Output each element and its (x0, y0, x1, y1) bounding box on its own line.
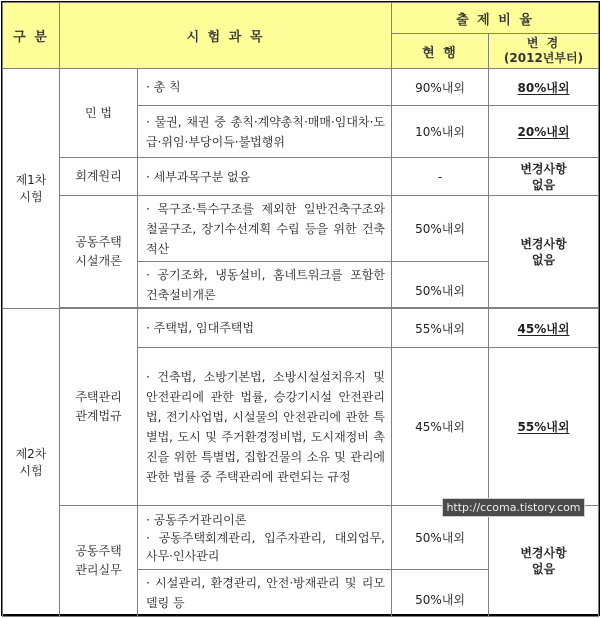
exam2-label (3, 309, 60, 617)
change-law-2-value: 55%내외 (517, 420, 570, 434)
exam-ratio-table (2, 2, 599, 617)
header-ratio: 출 제 비 율 (392, 3, 599, 34)
current-accounting: - (392, 158, 489, 196)
content-facility-2: · 공기조화, 냉동설비, 홈네트워크를 포함한 건축설비개론 (138, 262, 392, 308)
change-civil-1 (489, 69, 599, 106)
content-practice-1 (138, 506, 392, 570)
content-law-2: · 건축법, 소방기본법, 소방시설설치유지 및 안전관리에 관한 법률, 승강기시설 안전관리법, 전기사업법, 시설물의 안전관리에 관한 특별법, 도시 및 주거환경정비법, 도시재정비 촉진을 위한 특별법, 집합건물의 소유 및 관리에 관한 법률 중 주택관리에 관련되는 규정 (138, 348, 392, 506)
header-change-line1: 변 경 (526, 36, 561, 50)
current-practice-1: 50%내외 (392, 506, 489, 570)
subject-housing-practice (60, 506, 138, 617)
subject-housing-facility (60, 196, 138, 308)
header-change (489, 34, 599, 69)
content-law-1: · 주택법, 임대주택법 (138, 309, 392, 348)
subject-housing-law-line1: 주택관리 (75, 390, 122, 404)
current-facility-1: 50%내외 (392, 196, 489, 262)
header-category: 구 분 (3, 3, 60, 69)
change-accounting-line2: 없음 (531, 177, 556, 192)
subject-housing-practice-line2: 관리실무 (75, 563, 122, 577)
current-law-1: 55%내외 (392, 309, 489, 348)
change-law-1 (489, 309, 599, 348)
current-facility-2: 50%내외 (392, 262, 489, 308)
change-facility-line1: 변경사항 (520, 236, 567, 251)
content-civil-2: · 물권, 채권 중 총칙·계약총칙·매매·임대차·도급·위임·부당이득·불법행위 (138, 106, 392, 158)
subject-housing-law (60, 309, 138, 506)
exam1-label-line1: 제1차 (15, 172, 47, 187)
watermark-url: http://ccoma.tistory.com (442, 498, 585, 517)
subject-housing-law-line2: 관계법규 (75, 409, 122, 423)
change-accounting-line1: 변경사항 (520, 161, 567, 176)
change-practice-line2: 없음 (531, 562, 556, 576)
subject-housing-facility-line1: 공동주택 (75, 234, 122, 249)
change-facility-line2: 없음 (531, 252, 556, 267)
change-civil-2-value: 20%내외 (517, 125, 570, 139)
exam2-label-line1: 제2차 (15, 446, 47, 461)
current-law-2: 45%내외 (392, 348, 489, 506)
current-practice-2: 50%내외 (392, 570, 489, 617)
exam2-label-line2: 시험 (19, 463, 43, 478)
exam1-label-line2: 시험 (19, 189, 43, 204)
subject-housing-practice-line1: 공동주택 (75, 544, 122, 558)
subject-civil-law: 민 법 (60, 69, 138, 158)
subject-housing-facility-line2: 시설개론 (75, 253, 122, 268)
change-civil-2 (489, 106, 599, 158)
content-accounting: · 세부과목구분 없음 (138, 158, 392, 196)
content-practice-2 (138, 570, 392, 617)
current-civil-2: 10%내외 (392, 106, 489, 158)
current-civil-1: 90%내외 (392, 69, 489, 106)
header-subjects: 시 험 과 목 (60, 3, 392, 69)
change-facility (489, 196, 599, 308)
change-accounting (489, 158, 599, 196)
exam1-label (3, 69, 60, 309)
content-civil-1: · 총 칙 (138, 69, 392, 106)
subject-accounting: 회계원리 (60, 158, 138, 196)
content-facility-1: · 목구조·특수구조를 제외한 일반건축구조와 철골구조, 장기수선계획 수립 등을 위한 건축적산 (138, 196, 392, 262)
content-practice-1-line2: · 공동주택회계관리, 입주자관리, 대외업무, 사무·인사관리 (146, 530, 385, 563)
content-practice-2-line1: · 시설관리, 환경관리, 안전·방재관리 및 리모델링 등 (146, 576, 385, 610)
content-practice-1-line1: · 공동주거관리이론 (146, 512, 247, 527)
change-practice-line1: 변경사항 (520, 546, 567, 560)
header-current: 현 행 (392, 34, 489, 69)
change-civil-1-value: 80%내외 (517, 80, 570, 95)
header-change-line2: (2012년부터) (503, 51, 584, 65)
change-practice (489, 506, 599, 617)
change-law-1-value: 45%내외 (517, 321, 570, 336)
change-law-2 (489, 348, 599, 506)
